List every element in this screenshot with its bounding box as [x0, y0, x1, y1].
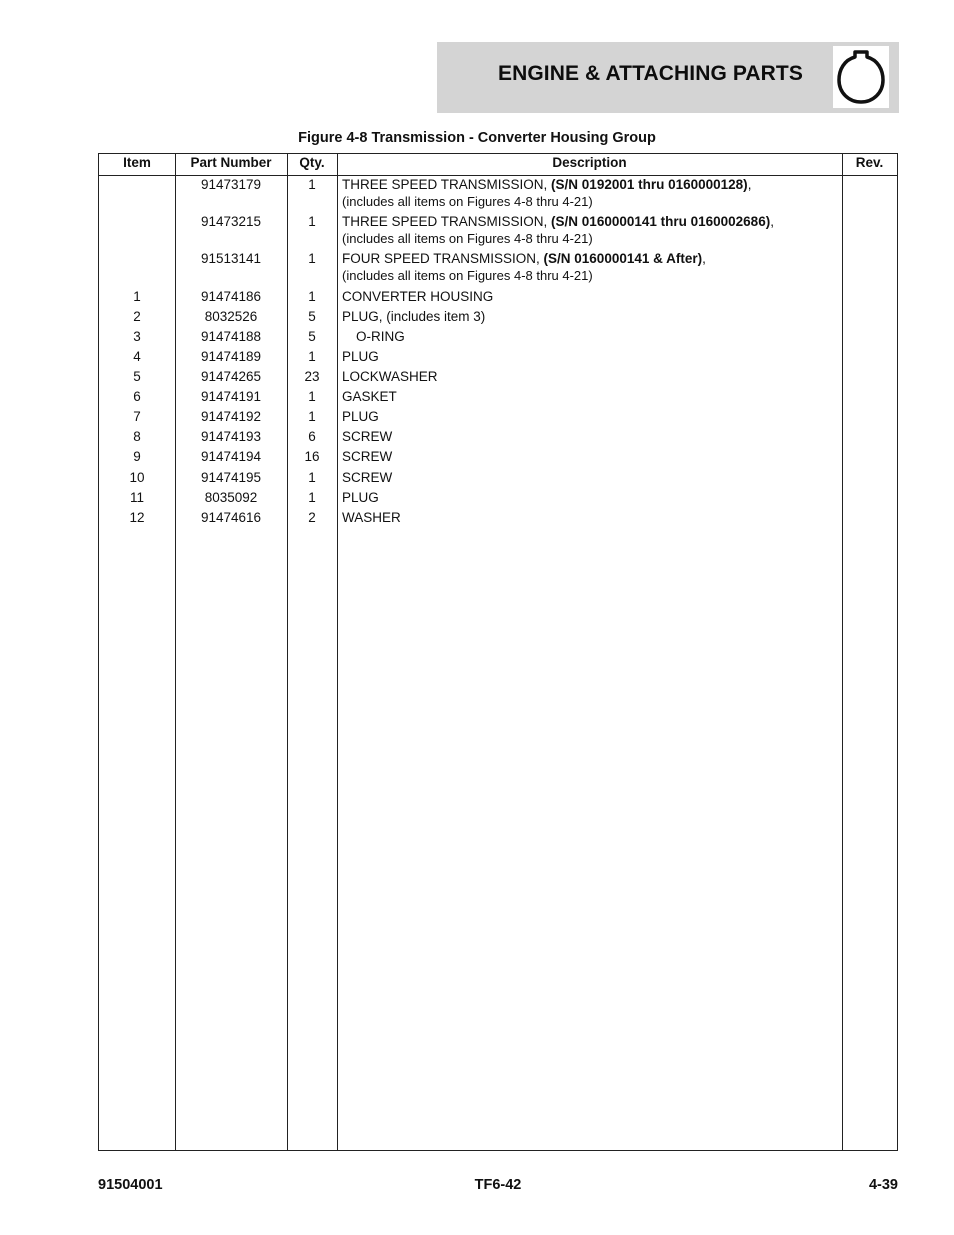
description-tail: , — [747, 177, 752, 192]
footer-model-code: TF6-42 — [474, 1177, 522, 1193]
part-number: 91474195 — [200, 470, 262, 485]
part-number: 91474194 — [200, 449, 262, 464]
description-note: (includes all items on Figures 4-8 thru 4-21) — [342, 194, 593, 209]
quantity: 6 — [308, 429, 316, 444]
quantity: 1 — [308, 177, 316, 192]
figure-title: Figure 4-8 Transmission - Converter Housing Group — [298, 130, 656, 146]
description: PLUG, (includes item 3) — [342, 309, 486, 324]
section-header — [437, 42, 899, 113]
part-number: 91474186 — [200, 289, 262, 304]
description-note: (includes all items on Figures 4-8 thru 4-21) — [342, 268, 593, 283]
description: SCREW — [342, 470, 393, 485]
quantity: 1 — [308, 251, 316, 266]
quantity: 1 — [308, 349, 316, 364]
description-text: THREE SPEED TRANSMISSION, — [342, 214, 552, 229]
quantity: 23 — [304, 369, 320, 384]
table-row — [99, 348, 897, 368]
table-row — [99, 489, 897, 509]
description: SCREW — [342, 449, 393, 464]
item-number: 4 — [133, 349, 141, 364]
table-row — [99, 213, 897, 250]
description: SCREW — [342, 429, 393, 444]
description-tail: , — [702, 251, 706, 266]
description — [342, 250, 842, 284]
part-number: 91473215 — [200, 214, 262, 229]
quantity: 5 — [308, 309, 316, 324]
part-number: 91474189 — [200, 349, 262, 364]
part-number: 91474265 — [200, 369, 262, 384]
item-number: 9 — [133, 449, 141, 464]
footer-page-number: 4-39 — [868, 1177, 898, 1193]
table-row — [99, 328, 897, 348]
description: PLUG — [342, 409, 379, 424]
item-number: 3 — [133, 329, 141, 344]
description: WASHER — [342, 510, 401, 525]
description: GASKET — [342, 389, 397, 404]
quantity: 1 — [308, 409, 316, 424]
serial-range: (S/N 0160000141 & After) — [543, 251, 703, 266]
column-header-rev: Rev. — [855, 155, 884, 170]
column-header-item: Item — [123, 155, 151, 170]
description-note: (includes all items on Figures 4-8 thru 4-21) — [342, 231, 593, 246]
parts-table — [98, 153, 898, 1151]
serial-range: (S/N 0192001 thru 0160000128) — [551, 177, 748, 192]
quantity: 2 — [308, 510, 316, 525]
description — [342, 213, 842, 247]
part-number: 8035092 — [204, 490, 258, 505]
description-tail: , — [770, 214, 774, 229]
table-row — [99, 288, 897, 308]
item-number: 11 — [129, 490, 144, 505]
item-number: 8 — [133, 429, 141, 444]
quantity: 1 — [308, 490, 316, 505]
description: O-RING — [356, 329, 405, 344]
column-header-qty: Qty. — [299, 155, 325, 170]
item-number: 7 — [133, 409, 141, 424]
description — [342, 176, 842, 210]
table-row — [99, 448, 897, 469]
table-row — [99, 509, 897, 529]
part-number: 91513141 — [200, 251, 262, 266]
column-header-description: Description — [552, 155, 627, 170]
quantity: 1 — [308, 389, 316, 404]
table-row — [99, 408, 897, 428]
part-number: 91473179 — [200, 177, 262, 192]
part-number: 91474191 — [200, 389, 262, 404]
table-row — [99, 176, 897, 213]
item-number: 1 — [133, 289, 141, 304]
part-number: 8032526 — [204, 309, 258, 324]
table-row — [99, 250, 897, 288]
quantity: 16 — [304, 449, 320, 464]
footer-doc-number: 91504001 — [98, 1177, 163, 1193]
quantity: 1 — [308, 470, 316, 485]
part-number: 91474193 — [200, 429, 262, 444]
part-number: 91474188 — [200, 329, 262, 344]
column-header-part-number: Part Number — [190, 155, 272, 170]
description-text: THREE SPEED TRANSMISSION, — [342, 177, 552, 192]
quantity: 1 — [308, 289, 316, 304]
part-number: 91474616 — [200, 510, 262, 525]
quantity: 1 — [308, 214, 316, 229]
part-number: 91474192 — [200, 409, 262, 424]
quantity: 5 — [308, 329, 316, 344]
item-number: 6 — [133, 389, 141, 404]
description: LOCKWASHER — [342, 369, 438, 384]
item-number: 5 — [133, 369, 141, 384]
item-number: 12 — [129, 510, 145, 525]
table-row — [99, 428, 897, 448]
description: CONVERTER HOUSING — [342, 289, 494, 304]
item-number: 2 — [133, 309, 141, 324]
serial-range: (S/N 0160000141 thru 0160002686) — [551, 214, 771, 229]
table-row — [99, 368, 897, 388]
description-text: FOUR SPEED TRANSMISSION, — [342, 251, 544, 266]
table-row — [99, 469, 897, 489]
engine-icon — [833, 46, 889, 108]
description: PLUG — [342, 349, 379, 364]
item-number: 10 — [129, 470, 145, 485]
table-row — [99, 308, 897, 328]
section-title: ENGINE & ATTACHING PARTS — [498, 62, 803, 85]
table-body — [99, 176, 897, 529]
description: PLUG — [342, 490, 379, 505]
table-row — [99, 388, 897, 408]
